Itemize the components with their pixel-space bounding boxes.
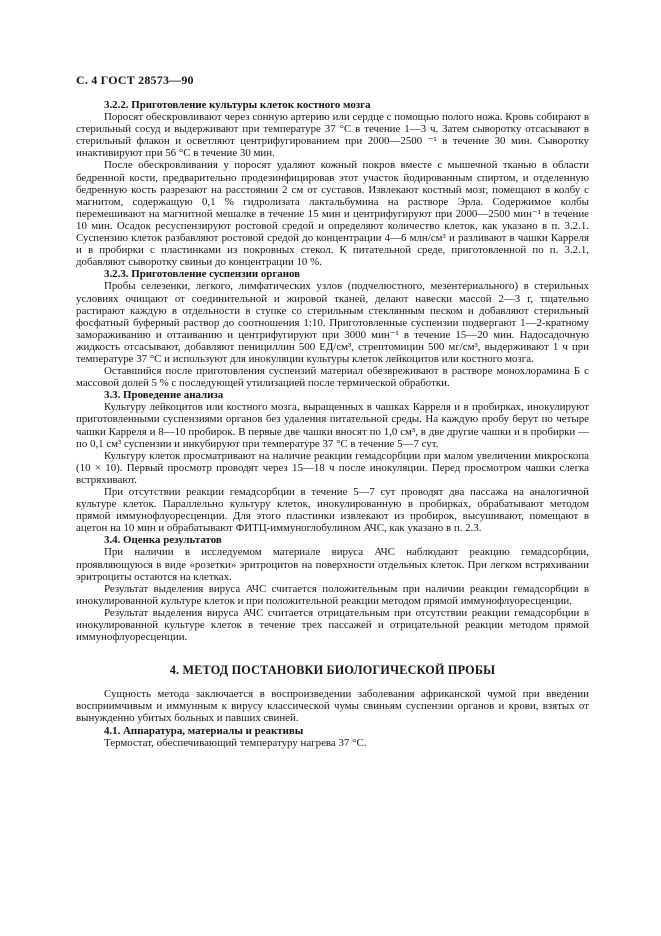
paragraph: Культуру лейкоцитов или костного мозга, выращенных в чашках Карреля и в пробирках, инокулируют приготовленными суспензиями органов без удаления питательной среды. На каждую пробу берут по четыре чашки Карреля и 8—10 пробирок. В первые две чашки вносят по 1,0 см³, в две другие чашки и в пробирки — по 0,1 см³ суспензии и инкубируют при температуре 37 °С в течение 5—7 сут. — [76, 401, 589, 450]
paragraph: Термостат, обеспечивающий температуру нагрева 37 °С. — [104, 736, 367, 749]
subsection-heading-3-2-3: 3.2.3. Приготовление суспензии органов — [104, 268, 301, 281]
subsection-heading-3-3: 3.3. Проведение анализа — [104, 389, 224, 402]
paragraph: Сущность метода заключается в воспроизведении заболевания африканской чумой при введении восприимчивым и иммунным к вирусу классической чумы свиньям суспензии органов и крови, взятых от вынужденно убитых больных и павших свиней. — [76, 688, 589, 725]
subsection-heading-4-1: 4.1. Аппаратура, материалы и реактивы — [104, 724, 304, 737]
document-body — [76, 99, 589, 749]
subsection-heading-3-2-2: 3.2.2. Приготовление культуры клеток костного мозга — [104, 99, 371, 111]
paragraph: Оставшийся после приготовления суспензий материал обезвреживают в растворе монохлорамина Б с массовой долей 5 % с последующей утилизацией после термической обработки. — [76, 365, 589, 390]
paragraph: Результат выделения вируса АЧС считается положительным при наличии реакции гемадсорбции в инокулированной культуре клеток и при положительной реакции методом прямой иммунофлуоресценции. — [76, 582, 589, 607]
paragraph: После обескровливания у поросят удаляют кожный покров вместе с мышечной тканью в области бедренной кости, предварительно продезинфицировав этот участок йодированным спиртом, и отделенную бедренную кость разрезают на расстоянии 2 см от суставов. Извлекают костный мозг, помещают в колбу с магнитом, содержащую 0,1 % гидролизата лактальбумина на растворе Эрла. Содержимое колбы перемешивают на магнитной мешалке в течение 15 мин и центрифугируют при 2000—2500 мин⁻¹ в течение 10 мин. Осадок ресуспензируют ростовой средой и определяют количество клеток, как указано в п. 3.2.1. Суспензию клеток разбавляют ростовой средой до концентрации 4—6 млн/см³ и разливают в чашки Карреля и в пробирки с пластинками из покровных стекол. К питательной среде, приготовленной по п. 3.2.1, добавляют сыворотку свиньи до концентрации 10 %. — [76, 159, 589, 269]
paragraph: При наличии в исследуемом материале вируса АЧС наблюдают реакцию гемадсорбции, проявляющуюся в виде «розетки» эритроцитов на поверхности отдельных клеток. При легком встряхивании эритроциты остаются на клетках. — [76, 546, 589, 583]
paragraph: Пробы селезенки, легкого, лимфатических узлов (подчелюстного, мезентериального) в стерильных условиях очищают от соединительной и жировой тканей, делают навески массой 2—3 г, тщательно растирают каждую в отдельности в ступке со стерильным стеклянным песком и добавляют стерильный фосфатный буферный раствор до соотношения 1:10. Приготовленные суспензии подвергают 1—2-кратному замораживанию и оттаиванию и центрифугируют при 3000 мин⁻¹ в течение 15—20 мин. Надосадочную жидкость отсасывают, добавляют пенициллин 500 ЕД/см³, стрептомицин 500 мг/см³, выдерживают 1 ч при температуре 37 °С и используют для инокуляции культуры клеток лейкоцитов или костного мозга. — [76, 280, 589, 365]
spacer — [76, 643, 589, 663]
paragraph: Результат выделения вируса АЧС считается отрицательным при отсутствии реакции гемадсорбции в инокулированной культуре клеток в течение трех пассажей и отрицательной реакции методом прямой иммунофлуоресценции. — [76, 606, 589, 644]
paragraph: Культуру клеток просматривают на наличие реакции гемадсорбции при малом увеличении микроскопа (10 × 10). Первый просмотр проводят через 15—18 ч после инокуляции. Перед просмотром чашки слегка встряхивают. — [76, 449, 589, 486]
paragraph: Поросят обескровливают через сонную артерию или сердце с помощью полого ножа. Кровь собирают в стерильный сосуд и выдерживают при температуре 37 °С в течение 1—3 ч. Затем сыворотку отсасывают в стерильный флакон и осветляют центрифугированием при 2000—2500 ⁻¹ в течение 30 мин. Сыворотку инактивируют при 56 °С в течение 30 мин. — [76, 111, 589, 160]
paragraph: При отсутствии реакции гемадсорбции в течение 5—7 сут проводят два пассажа на аналогичной культуре клеток. Параллельно культуру клеток, инокулированную в пробирках, обрабатывают методом прямой иммунофлуоресценции. Для этого пластинки извлекают из пробирок, высушивают, помещают в ацетон на 10 мин и обрабатывают ФИТЦ-иммуноглобулином АЧС, как указано в п. 2.3. — [76, 486, 589, 535]
subsection-heading-3-4: 3.4. Оценка результатов — [104, 534, 222, 547]
section-heading-4: 4. МЕТОД ПОСТАНОВКИ БИОЛОГИЧЕСКОЙ ПРОБЫ — [169, 663, 496, 678]
spacer — [76, 677, 589, 688]
page-header: С. 4 ГОСТ 28573—90 — [76, 73, 194, 87]
